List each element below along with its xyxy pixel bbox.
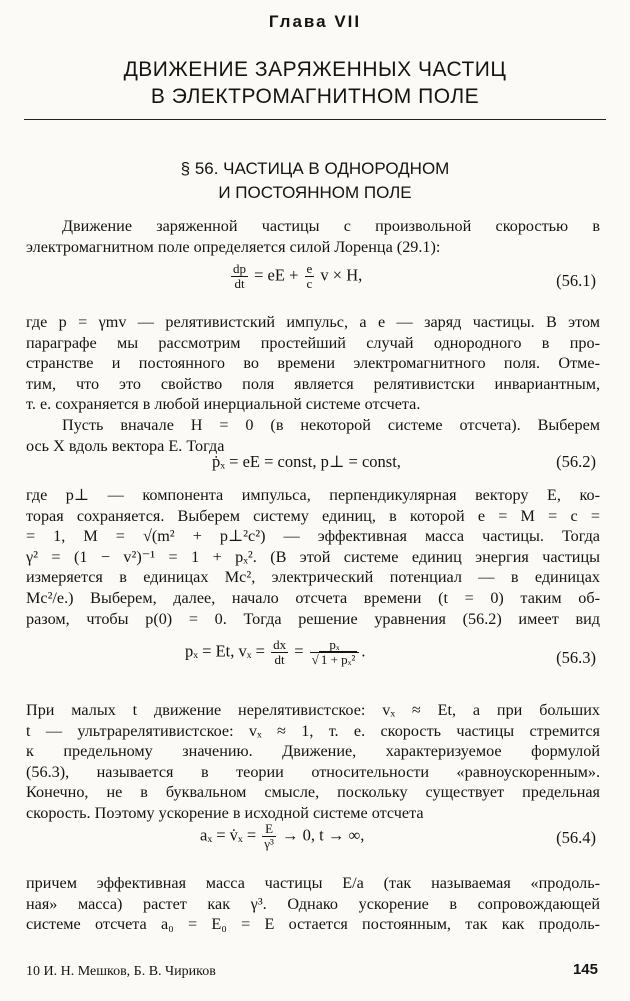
paragraph-6 [26,873,600,935]
equation-tail: . [361,641,366,661]
fraction-numerator: e [306,261,313,276]
equation-number: (56.4) [556,828,596,847]
text-line: = 1, M = √(m² + p⊥²c²) — эффективная масса частицы. Тогда [26,527,600,546]
fraction-e-c [305,262,315,291]
equation-lhs: aₓ = v̇ₓ = [200,825,261,845]
section-title [0,157,630,205]
fraction-e-gamma3 [262,822,276,851]
equation-56-2 [26,448,600,484]
text-line: Конечно, не в буквальном смысле, поскольку существует предельная [26,783,600,802]
section-title-line1: § 56. ЧАСТИЦА В ОДНОРОДНОМ [180,159,450,178]
equation-rhs: v × H, [316,265,363,285]
text-line: γ² = (1 − v²)⁻¹ = 1 + pₓ². (В этой системе единиц энергия частицы [26,547,600,566]
text-line: скорость. Поэтому ускорение в исходной системе отсчета [26,803,424,822]
paragraph-4 [26,485,600,629]
fraction-dx-dt [271,638,288,667]
text-line: разом, чтобы p(0) = 0. Тогда решение уравнения (56.2) имеет вид [26,609,600,628]
equation-lhs: pₓ = Et, vₓ = [185,641,270,661]
chapter-rule [24,119,606,120]
fraction-numerator: E [262,822,276,837]
text-line: т. е. сохраняется в любой инерциальной системе отсчета. [26,395,421,414]
text-line: системе отсчета a₀ = E₀ = E остается постоянным, так как продоль- [26,915,600,934]
equation-number: (56.2) [556,452,596,471]
fraction-numerator: pₓ [310,638,360,653]
text-line: (56.3), называется в теории относительности «равноускоренным». [26,762,600,781]
text-line: к предельному значению. Движение, характеризуемое формулой [26,742,600,761]
text-line: электромагнитном поле определяется силой Лоренца (29.1): [26,237,441,256]
equation-body [200,822,364,851]
text-line: При малых t движение нерелятивистское: vₓ ≈ Et, а при больших [26,701,600,719]
page-number: 145 [572,961,598,978]
equation-56-4 [26,820,600,864]
equation-number: (56.3) [556,648,596,667]
fraction-denominator: dt [274,652,285,667]
equation-number: (56.1) [556,271,596,290]
fraction-denominator [310,653,360,667]
chapter-title-line1: ДВИЖЕНИЕ ЗАРЯЖЕННЫХ ЧАСТИЦ [123,58,507,81]
sqrt-sign: √ [311,652,319,667]
equation-body: ṗₓ = eE = const, p⊥ = const, [212,452,401,471]
text-line: параграфе мы рассмотрим простейший случай однородного в про- [26,333,600,352]
fraction-denominator: dt [234,276,245,291]
equation-rhs: → 0, t → ∞, [277,825,365,845]
equation-56-3 [26,636,600,688]
paragraph-1 [26,216,600,257]
chapter-title [0,56,630,110]
fraction-denominator: c [306,276,313,291]
chapter-label: Глава VII [268,12,362,31]
fraction-numerator: dx [273,637,287,652]
equation-mid: = eE + [250,265,303,285]
paragraph-2 [26,312,600,415]
fraction-denominator: γ³ [264,836,274,851]
paragraph-5 [26,700,600,824]
chapter-title-line2: В ЭЛЕКТРОМАГНИТНОМ ПОЛЕ [150,85,480,108]
text-line: Пусть вначале H = 0 (в некоторой системе отсчета). Выберем [62,416,600,434]
section-title-line2: И ПОСТОЯННОМ ПОЛЕ [218,183,412,202]
text-line: Mc²/e.) Выберем, далее, начало отсчета времени (t = 0) таким об- [26,588,600,607]
sqrt-radicand: 1 + pₓ² [320,652,356,667]
fraction-dp-dt [231,262,248,291]
equation-body [185,638,365,667]
text-line: Движение заряженной частицы с произвольной скоростью в [62,217,600,235]
signature-mark: 10 И. Н. Мешков, Б. В. Чириков [26,964,216,979]
text-line: тим, что это свойство поля является релятивистски инвариантным, [26,374,600,393]
text-line: ная» масса) растет как γ³. Однако ускорение в сопровождающей [26,894,600,913]
text-line: измеряется в единицах Mc², электрический потенциал — в единицах [26,568,600,587]
equation-56-1 [26,262,600,298]
text-line: странстве и постоянного во времени электромагнитного поля. Отме- [26,354,600,373]
text-line: торая сохраняется. Выберем систему единиц, в которой e = M = c = [26,506,600,525]
text-line: ось X вдоль вектора E. Тогда [26,436,225,455]
fraction-numerator: dp [233,261,246,276]
text-line: t — ультрарелятивистское: vₓ ≈ 1, т. е. скорость частицы стремится [26,721,600,740]
text-line: где p = γmv — релятивистский импульс, а e — заряд частицы. В этом [26,313,600,331]
text-line: где p⊥ — компонента импульса, перпендикулярная вектору E, ко- [26,486,600,504]
equation-eq: = [290,641,308,661]
text-line: причем эффективная масса частицы E/a (так называемая «продоль- [26,874,600,892]
fraction-px-sqrt [310,638,360,667]
equation-body [229,262,362,291]
